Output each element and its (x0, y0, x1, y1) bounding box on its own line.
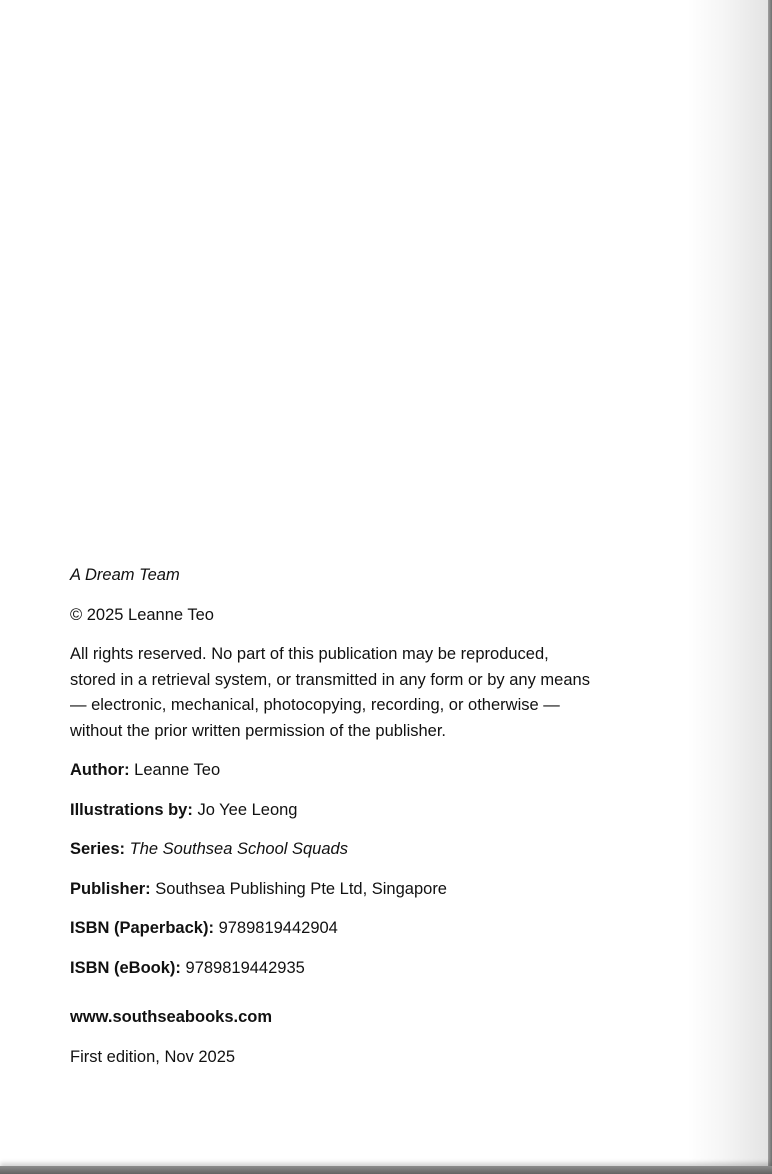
illustrations-label: Illustrations by: (70, 800, 193, 819)
bottom-edge-bar (0, 1166, 772, 1174)
page-stack-edge (768, 0, 772, 1166)
detail-row-isbn-paperback (70, 916, 680, 942)
author-label: Author: (70, 761, 130, 779)
detail-row-publisher (70, 877, 680, 903)
rights-statement (70, 642, 680, 744)
author-value: Leanne Teo (134, 761, 221, 779)
publisher-value: Southsea Publishing Pte Ltd, Singapore (155, 879, 447, 898)
detail-row-series (70, 837, 680, 863)
rights-line: without the prior written permission of the publisher. (70, 721, 447, 740)
isbn-paperback-value: 9789819442904 (218, 919, 338, 937)
copyright-line: © 2025 Leanne Teo (70, 605, 214, 624)
illustrations-value: Jo Yee Leong (197, 800, 298, 819)
series-label: Series: (70, 840, 126, 858)
rights-line: stored in a retrieval system, or transmitted in any form or by any means (70, 670, 590, 689)
colophon-content (70, 563, 680, 1084)
detail-row-isbn-ebook (70, 956, 680, 982)
isbn-ebook-value: 9789819442935 (185, 958, 305, 977)
series-value: The Southsea School Squads (129, 840, 348, 858)
publisher-website: www.southseabooks.com (70, 1008, 273, 1026)
isbn-ebook-label: ISBN (eBook): (70, 958, 181, 977)
page-curl-shadow (687, 0, 769, 1166)
edition-line: First edition, Nov 2025 (70, 1047, 236, 1066)
detail-row-illustrations (70, 798, 680, 824)
rights-line: — electronic, mechanical, photocopying, recording, or otherwise — (70, 696, 560, 714)
publisher-label: Publisher: (70, 879, 151, 898)
rights-line: All rights reserved. No part of this publication may be reproduced, (70, 645, 549, 663)
book-title: A Dream Team (70, 566, 180, 584)
isbn-paperback-label: ISBN (Paperback): (70, 919, 214, 937)
detail-row-author (70, 758, 680, 784)
